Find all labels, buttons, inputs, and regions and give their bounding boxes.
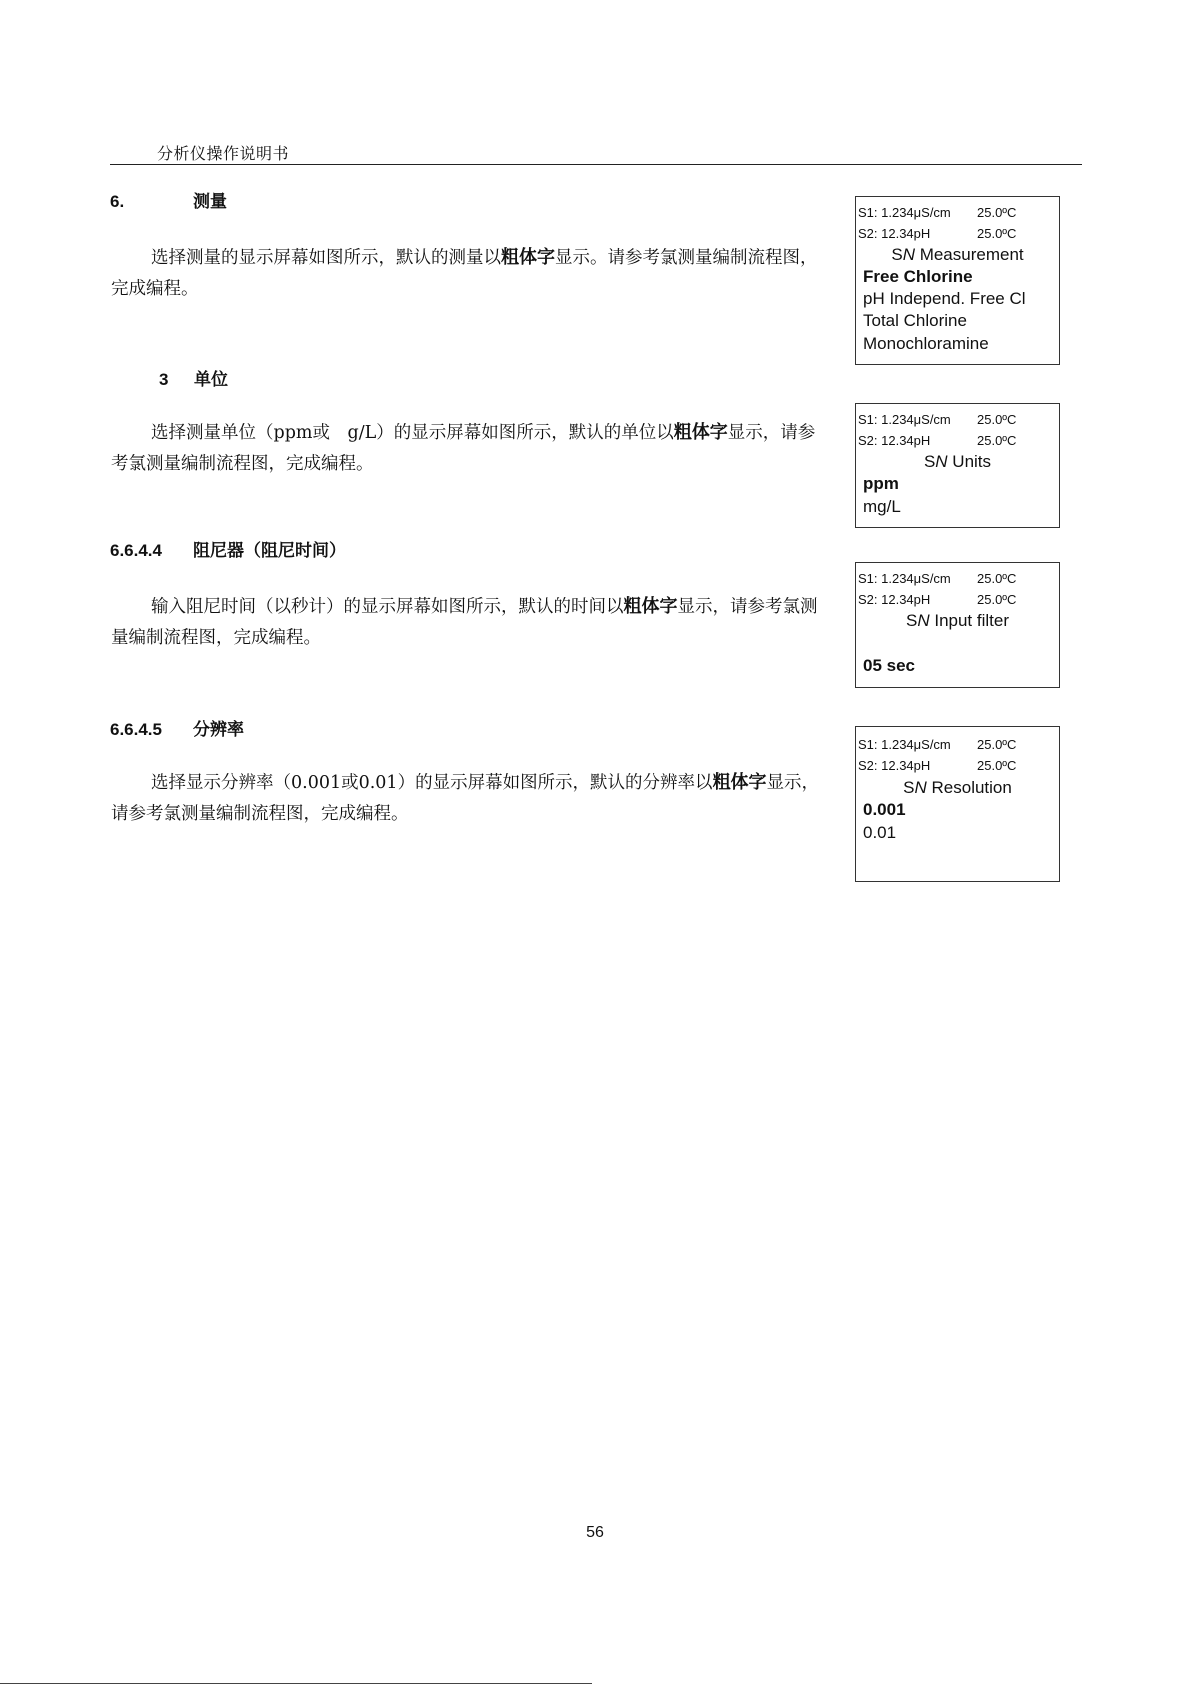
status-line-s2: S2: 12.34pH 25.0ºC (858, 226, 1017, 241)
bold-text: 粗体字 (501, 247, 555, 268)
option-item: 0.01 (863, 823, 897, 842)
status-line-s2: S2: 12.34pH 25.0ºC (858, 758, 1017, 773)
option-item: pH Independ. Free Cl (863, 289, 1026, 308)
status-line-s2: S2: 12.34pH 25.0ºC (858, 592, 1017, 607)
option-item: ppm (863, 474, 899, 493)
status-line-s1: S1: 1.234μS/cm 25.0ºC (858, 737, 1017, 752)
screen-title: SN Input filter (906, 611, 1009, 630)
status-line-s1: S1: 1.234μS/cm 25.0ºC (858, 205, 1017, 220)
screen-title: SN Resolution (903, 778, 1012, 797)
section-number: 3 (159, 370, 169, 389)
status-line-s2: S2: 12.34pH 25.0ºC (858, 433, 1017, 448)
status-line-s1: S1: 1.234μS/cm 25.0ºC (858, 412, 1017, 427)
section-paragraph: 输入阻尼时间（以秒计）的显示屏幕如图所示，默认的时间以粗体字显示，请参考氯测量编制流程图，完成编程。 (111, 596, 818, 648)
screen-title: SN Units (923, 452, 992, 471)
section-paragraph: 选择显示分辨率（0.001或0.01）的显示屏幕如图所示，默认的分辨率以粗体字显示，请参考氯测量编制流程图，完成编程。 (111, 772, 820, 824)
section-paragraph: 选择测量的显示屏幕如图所示，默认的测量以粗体字显示。请参考氯测量编制流程图，完成编程。 (111, 247, 818, 299)
display-screen-units (855, 403, 1060, 528)
status-line-s1: S1: 1.234μS/cm 25.0ºC (858, 571, 1017, 586)
option-item: 05 sec (863, 656, 915, 675)
section-heading-damping (110, 536, 346, 561)
section-heading-resolution (110, 715, 244, 740)
section-heading-units (159, 365, 228, 390)
bold-text: 粗体字 (712, 772, 767, 793)
section-heading-measurement (110, 187, 227, 212)
footer-divider (0, 1683, 592, 1684)
section-number: 6.6.4.4 (110, 541, 162, 560)
option-item: Total Chlorine (863, 311, 967, 330)
section-title: 单位 (194, 370, 228, 389)
bold-text: 粗体字 (623, 596, 678, 617)
option-item: Free Chlorine (863, 267, 973, 286)
screen-title: SN Measurement (891, 245, 1024, 264)
running-header: 分析仪操作说明书 (157, 144, 290, 163)
option-item: 0.001 (863, 800, 906, 819)
section-number: 6.6.4.5 (110, 720, 162, 739)
section-number: 6. (110, 192, 125, 211)
section-title: 阻尼器（阻尼时间） (193, 541, 346, 560)
section-title: 分辨率 (193, 720, 244, 739)
display-screen-resolution (855, 726, 1060, 882)
page-number: 56 (586, 1524, 604, 1541)
option-item: mg/L (863, 497, 901, 516)
header-divider (110, 164, 1082, 165)
bold-text: 粗体字 (673, 422, 728, 443)
option-item: Monochloramine (863, 334, 989, 353)
section-title: 测量 (193, 192, 227, 211)
display-screen-input-filter (855, 562, 1060, 688)
section-paragraph: 选择测量单位（ppm或 g/L）的显示屏幕如图所示，默认的单位以粗体字显示，请参考氯测量编制流程图，完成编程。 (111, 422, 816, 474)
display-screen-measurement (855, 196, 1060, 365)
